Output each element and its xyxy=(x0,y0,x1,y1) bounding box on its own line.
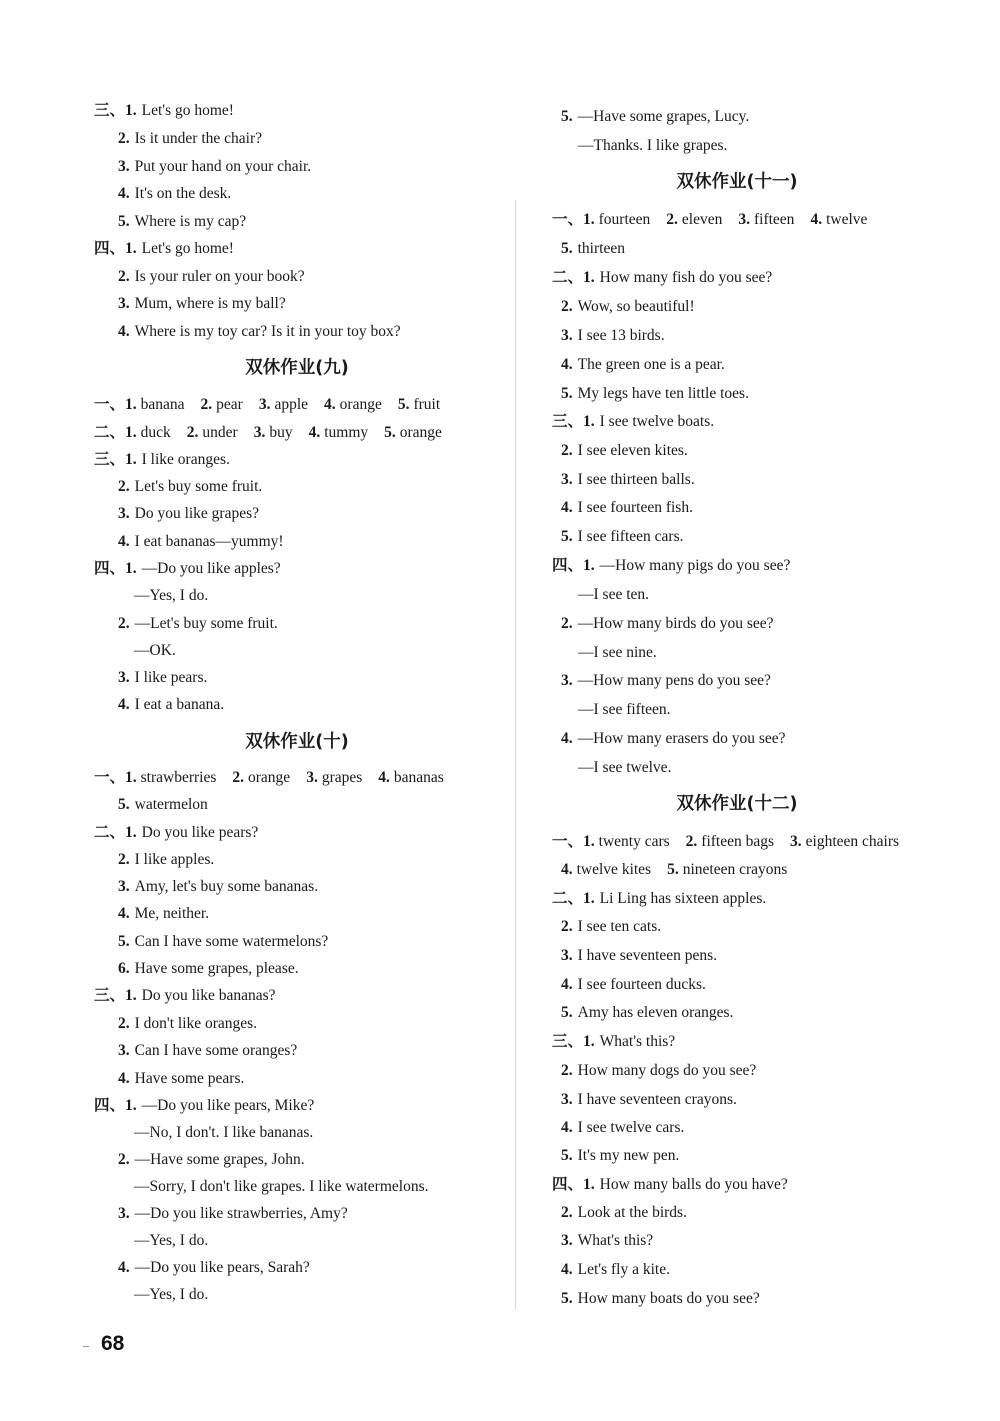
answer-item xyxy=(125,424,171,441)
answer-text: Can I have some watermelons? xyxy=(134,933,329,950)
item-number: 4. xyxy=(810,211,823,228)
question-number: 5. xyxy=(561,1290,573,1307)
answer-item xyxy=(398,396,440,413)
answer-text: I eat a banana. xyxy=(134,696,225,713)
item-text: strawberries xyxy=(140,769,217,786)
question-number: 3. xyxy=(118,158,130,175)
item-text: fifteen xyxy=(753,211,795,228)
answer-text: I see ten cats. xyxy=(577,918,662,935)
item-text: duck xyxy=(140,424,171,441)
question-number: 4. xyxy=(118,1259,130,1276)
answer-line xyxy=(118,850,214,870)
item-number: 2. xyxy=(200,396,213,413)
item-number: 3. xyxy=(790,833,802,850)
answer-line xyxy=(561,1146,679,1166)
answer-line xyxy=(118,1014,257,1034)
answer-item xyxy=(306,769,362,786)
item-number: 2. xyxy=(186,424,199,441)
answer-text: I see thirteen balls. xyxy=(577,471,695,488)
question-number: 5. xyxy=(561,240,573,257)
item-number: 4. xyxy=(308,424,321,441)
question-number: 2. xyxy=(561,1204,573,1221)
item-number: 3. xyxy=(738,211,750,228)
answer-text: Do you like grapes? xyxy=(134,505,260,522)
question-number: 4. xyxy=(118,323,130,340)
item-text: nineteen crayons xyxy=(682,861,788,878)
answer-item xyxy=(686,833,774,850)
answer-line xyxy=(118,695,224,715)
answer-line xyxy=(561,355,725,375)
answer-item xyxy=(667,861,787,878)
answer-text: Put your hand on your chair. xyxy=(134,158,312,175)
answer-text: Amy has eleven oranges. xyxy=(577,1004,734,1021)
answer-text: —Yes, I do. xyxy=(134,1232,209,1249)
question-number: 2. xyxy=(118,268,130,285)
question-number: 2. xyxy=(561,1062,573,1079)
answer-line xyxy=(134,1123,313,1143)
answer-line xyxy=(94,101,234,121)
answer-text: Let's fly a kite. xyxy=(577,1261,670,1278)
answer-item xyxy=(810,211,867,228)
answer-line xyxy=(578,758,671,778)
question-number: 2. xyxy=(118,1151,130,1168)
answer-line xyxy=(561,441,688,461)
question-number: 3. xyxy=(118,295,130,312)
item-text: apple xyxy=(274,396,309,413)
answer-text: Let's go home! xyxy=(141,102,234,119)
answer-line xyxy=(561,470,695,490)
right-column xyxy=(516,0,1000,1421)
question-number: 4. xyxy=(561,356,573,373)
answer-line xyxy=(561,1090,737,1110)
question-number: 3. xyxy=(118,669,130,686)
answer-line xyxy=(561,729,786,749)
question-number: 4. xyxy=(118,905,130,922)
item-text: fruit xyxy=(413,396,441,413)
question-number: 三、1. xyxy=(94,987,137,1004)
item-text: twenty cars xyxy=(598,833,670,850)
answer-line xyxy=(118,1069,244,1089)
question-number: 5. xyxy=(118,933,130,950)
item-number: 2. xyxy=(685,833,698,850)
answer-text: The green one is a pear. xyxy=(577,356,725,373)
answer-text: —Sorry, I don't like grapes. I like watermelons. xyxy=(134,1178,429,1195)
answer-item xyxy=(309,424,369,441)
answer-line xyxy=(561,946,717,966)
answer-line xyxy=(561,671,771,691)
item-text: pear xyxy=(216,396,243,413)
answer-text: thirteen xyxy=(577,240,625,257)
answer-text: What's this? xyxy=(577,1232,654,1249)
item-number: 1. xyxy=(125,424,137,441)
answer-text: I like pears. xyxy=(134,669,208,686)
answer-line xyxy=(561,498,693,518)
answer-item xyxy=(790,833,899,850)
answer-line xyxy=(118,157,311,177)
question-number: 2. xyxy=(118,1015,130,1032)
answer-text: I eat bananas—yummy! xyxy=(134,533,284,550)
answer-line xyxy=(561,1118,684,1138)
answer-line xyxy=(578,643,657,663)
answer-line xyxy=(118,322,401,342)
item-text: bananas xyxy=(393,769,444,786)
answer-text: —OK. xyxy=(134,642,176,659)
answer-line xyxy=(118,795,208,815)
answer-item xyxy=(125,769,216,786)
question-number: 3. xyxy=(118,878,130,895)
answer-text: watermelon xyxy=(134,796,208,813)
section-heading: 双休作业(十二) xyxy=(676,794,798,814)
answer-text: How many dogs do you see? xyxy=(577,1062,757,1079)
item-number: 3. xyxy=(253,424,266,441)
item-number: 3. xyxy=(306,769,318,786)
page-number: 68 xyxy=(101,1332,125,1355)
item-number: 1. xyxy=(583,833,595,850)
answer-line xyxy=(561,384,749,404)
question-number: 四、1. xyxy=(552,557,595,574)
answer-line xyxy=(118,668,207,688)
answer-text: Let's go home! xyxy=(141,240,234,257)
item-number: 5. xyxy=(397,396,410,413)
answer-line xyxy=(561,614,774,634)
answer-line xyxy=(561,297,695,317)
answer-item xyxy=(232,769,290,786)
question-number: 5. xyxy=(561,1004,573,1021)
question-number: 2. xyxy=(118,130,130,147)
question-number: 二、1. xyxy=(552,890,595,907)
section-heading: 双休作业(十) xyxy=(245,732,349,752)
answer-text: Have some pears. xyxy=(134,1070,245,1087)
answer-row xyxy=(561,860,803,880)
question-number: 5. xyxy=(118,213,130,230)
answer-text: Is it under the chair? xyxy=(134,130,263,147)
answer-text: How many balls do you have? xyxy=(599,1176,788,1193)
answer-text: Have some grapes, please. xyxy=(134,960,299,977)
answer-line xyxy=(552,1032,675,1052)
item-text: under xyxy=(202,424,238,441)
question-number: 三、1. xyxy=(552,1033,595,1050)
answer-text: Do you like bananas? xyxy=(141,987,276,1004)
answer-item xyxy=(583,211,650,228)
answer-text: I don't like oranges. xyxy=(134,1015,258,1032)
item-number: 5. xyxy=(667,861,679,878)
answer-line xyxy=(94,239,234,259)
answer-text: —Do you like pears, Mike? xyxy=(141,1097,315,1114)
answer-text: —Yes, I do. xyxy=(134,1286,209,1303)
item-number: 4. xyxy=(324,396,336,413)
answer-text: —Do you like strawberries, Amy? xyxy=(134,1205,348,1222)
question-number: 3. xyxy=(561,471,573,488)
answer-text: I like oranges. xyxy=(141,451,230,468)
question-number: 6. xyxy=(118,960,130,977)
answer-item xyxy=(324,396,382,413)
question-number: 三、1. xyxy=(94,451,137,468)
answer-line xyxy=(94,559,281,579)
question-number: 一、 xyxy=(552,833,584,850)
answer-line xyxy=(118,959,299,979)
answer-line xyxy=(561,239,625,259)
answer-line xyxy=(561,527,683,547)
answer-text: Is your ruler on your book? xyxy=(134,268,305,285)
answer-text: I see 13 birds. xyxy=(577,327,665,344)
answer-text: —How many pigs do you see? xyxy=(599,557,791,574)
answer-line xyxy=(94,450,230,470)
question-number: 5. xyxy=(561,528,573,545)
answer-text: —How many pens do you see? xyxy=(577,672,771,689)
item-text: orange xyxy=(399,424,442,441)
answer-line xyxy=(118,1204,348,1224)
answer-line xyxy=(561,1231,653,1251)
item-text: twelve kites xyxy=(576,861,652,878)
answer-line xyxy=(561,1203,687,1223)
question-number: 4. xyxy=(561,499,573,516)
question-number: 2. xyxy=(561,442,573,459)
item-text: eleven xyxy=(681,211,723,228)
answer-text: —Let's buy some fruit. xyxy=(134,615,278,632)
item-text: banana xyxy=(140,396,185,413)
question-number: 5. xyxy=(561,385,573,402)
item-number: 1. xyxy=(125,396,137,413)
answer-text: How many boats do you see? xyxy=(577,1290,760,1307)
answer-text: I have seventeen crayons. xyxy=(577,1091,737,1108)
item-text: grapes xyxy=(321,769,363,786)
answer-line xyxy=(94,1096,314,1116)
question-number: 一、 xyxy=(94,769,126,786)
answer-item xyxy=(384,424,442,441)
answer-line xyxy=(561,1061,756,1081)
answer-row xyxy=(94,768,460,788)
question-number: 3. xyxy=(561,1232,573,1249)
question-number: 二、1. xyxy=(94,824,137,841)
answer-item xyxy=(666,211,722,228)
question-number: 3. xyxy=(561,1091,573,1108)
answer-item xyxy=(259,396,308,413)
answer-text: Let's buy some fruit. xyxy=(134,478,263,495)
question-number: 四、1. xyxy=(94,1097,137,1114)
question-number: 2. xyxy=(561,918,573,935)
answer-text: What's this? xyxy=(599,1033,676,1050)
answer-row xyxy=(94,423,458,443)
item-number: 2. xyxy=(232,769,245,786)
item-number: 4. xyxy=(561,861,573,878)
question-number: 四、1. xyxy=(94,560,137,577)
answer-text: I see twelve boats. xyxy=(599,413,715,430)
question-number: 4. xyxy=(561,1119,573,1136)
question-number: 2. xyxy=(561,615,573,632)
question-number: 5. xyxy=(561,1147,573,1164)
question-number: 2. xyxy=(118,851,130,868)
answer-line xyxy=(118,184,231,204)
answer-line xyxy=(118,1150,305,1170)
answer-text: Can I have some oranges? xyxy=(134,1042,298,1059)
answer-item xyxy=(583,833,670,850)
item-number: 1. xyxy=(125,769,137,786)
question-number: 二、1. xyxy=(552,269,595,286)
answer-text: Li Ling has sixteen apples. xyxy=(599,890,767,907)
answer-item xyxy=(738,211,794,228)
question-number: 2. xyxy=(118,615,130,632)
question-number: 二、 xyxy=(94,424,126,441)
question-number: 4. xyxy=(561,1261,573,1278)
answer-line xyxy=(552,556,790,576)
answer-row xyxy=(552,210,883,230)
question-number: 4. xyxy=(118,185,130,202)
item-text: orange xyxy=(339,396,382,413)
answer-text: —I see twelve. xyxy=(578,759,672,776)
answer-text: I see fourteen fish. xyxy=(577,499,693,516)
answer-line xyxy=(134,1177,429,1197)
question-number: 5. xyxy=(118,796,130,813)
answer-line xyxy=(118,212,246,232)
answer-text: Where is my cap? xyxy=(134,213,247,230)
item-text: twelve xyxy=(826,211,868,228)
answer-line xyxy=(134,586,208,606)
answer-line xyxy=(561,1003,733,1023)
answer-line xyxy=(118,267,305,287)
question-number: 2. xyxy=(561,298,573,315)
answer-text: It's on the desk. xyxy=(134,185,232,202)
page-number-dash xyxy=(83,1346,89,1347)
answer-line xyxy=(118,614,278,634)
answer-text: Wow, so beautiful! xyxy=(577,298,695,315)
question-number: 一、 xyxy=(94,396,126,413)
answer-line xyxy=(552,412,714,432)
answer-text: —Do you like pears, Sarah? xyxy=(134,1259,310,1276)
answer-line xyxy=(134,1231,208,1251)
answer-text: I have seventeen pens. xyxy=(577,947,718,964)
answer-row xyxy=(94,395,456,415)
answer-text: Me, neither. xyxy=(134,905,210,922)
question-number: 三、1. xyxy=(552,413,595,430)
answer-text: My legs have ten little toes. xyxy=(577,385,749,402)
answer-text: —How many birds do you see? xyxy=(577,615,774,632)
answer-row xyxy=(552,832,915,852)
answer-line xyxy=(561,107,749,127)
answer-text: —I see nine. xyxy=(578,644,657,661)
item-text: buy xyxy=(269,424,293,441)
answer-line xyxy=(552,268,772,288)
answer-line xyxy=(561,326,665,346)
answer-line xyxy=(134,1285,208,1305)
answer-text: —I see fifteen. xyxy=(578,701,671,718)
question-number: 3. xyxy=(118,505,130,522)
answer-text: —Have some grapes, Lucy. xyxy=(577,108,750,125)
question-number: 四、1. xyxy=(552,1176,595,1193)
answer-text: —Do you like apples? xyxy=(141,560,281,577)
question-number: 4. xyxy=(118,533,130,550)
question-number: 4. xyxy=(561,730,573,747)
answer-text: Look at the birds. xyxy=(577,1204,687,1221)
answer-text: Mum, where is my ball? xyxy=(134,295,286,312)
question-number: 4. xyxy=(118,1070,130,1087)
question-number: 4. xyxy=(118,696,130,713)
section-heading: 双休作业(九) xyxy=(245,358,349,378)
answer-text: I see twelve cars. xyxy=(577,1119,685,1136)
question-number: 3. xyxy=(118,1205,130,1222)
answer-text: Where is my toy car? Is it in your toy box? xyxy=(134,323,401,340)
question-number: 5. xyxy=(561,108,573,125)
answer-line xyxy=(118,1258,310,1278)
question-number: 3. xyxy=(118,1042,130,1059)
item-number: 2. xyxy=(666,211,678,228)
item-text: tummy xyxy=(324,424,369,441)
answer-line xyxy=(561,917,661,937)
answer-line xyxy=(118,477,262,497)
answer-item xyxy=(201,396,243,413)
question-number: 3. xyxy=(561,947,573,964)
question-number: 3. xyxy=(561,327,573,344)
answer-line xyxy=(134,641,176,661)
answer-text: —Thanks. I like grapes. xyxy=(578,137,728,154)
answer-text: I see eleven kites. xyxy=(577,442,688,459)
answer-item xyxy=(125,396,185,413)
question-number: 2. xyxy=(118,478,130,495)
answer-item xyxy=(378,769,444,786)
answer-item xyxy=(561,861,651,878)
item-number: 5. xyxy=(384,424,396,441)
answer-line xyxy=(552,889,766,909)
answer-line xyxy=(118,877,318,897)
answer-line xyxy=(118,129,262,149)
answer-line xyxy=(118,932,328,952)
answer-line xyxy=(561,975,706,995)
answer-line xyxy=(578,136,727,156)
answer-text: I see fourteen ducks. xyxy=(577,976,706,993)
section-heading: 双休作业(十一) xyxy=(676,172,798,192)
item-number: 3. xyxy=(258,396,271,413)
answer-text: —Have some grapes, John. xyxy=(134,1151,305,1168)
answer-line xyxy=(94,986,276,1006)
question-number: 4. xyxy=(561,976,573,993)
answer-line xyxy=(118,1041,297,1061)
answer-line xyxy=(578,700,671,720)
answer-text: Do you like pears? xyxy=(141,824,259,841)
question-number: 三、1. xyxy=(94,102,137,119)
answer-text: It's my new pen. xyxy=(577,1147,680,1164)
answer-line xyxy=(118,904,209,924)
answer-item xyxy=(187,424,238,441)
item-text: eighteen chairs xyxy=(805,833,900,850)
question-number: 3. xyxy=(561,672,573,689)
answer-text: —I see ten. xyxy=(578,586,650,603)
item-number: 1. xyxy=(583,211,595,228)
answer-text: Amy, let's buy some bananas. xyxy=(134,878,319,895)
item-number: 4. xyxy=(378,769,390,786)
answer-line xyxy=(561,1260,670,1280)
item-text: orange xyxy=(248,769,291,786)
answer-line xyxy=(561,1289,760,1309)
item-text: fourteen xyxy=(598,211,651,228)
answer-line xyxy=(578,585,649,605)
question-number: 四、1. xyxy=(94,240,137,257)
question-number: 一、 xyxy=(552,211,584,228)
item-text: fifteen bags xyxy=(701,833,775,850)
answer-line xyxy=(94,823,258,843)
answer-text: —No, I don't. I like bananas. xyxy=(134,1124,314,1141)
answer-text: I like apples. xyxy=(134,851,215,868)
answer-text: —How many erasers do you see? xyxy=(577,730,786,747)
answer-text: I see fifteen cars. xyxy=(577,528,684,545)
answer-line xyxy=(552,1175,788,1195)
answer-text: How many fish do you see? xyxy=(599,269,773,286)
answer-item xyxy=(254,424,293,441)
answer-line xyxy=(118,294,286,314)
answer-text: —Yes, I do. xyxy=(134,587,209,604)
answer-line xyxy=(118,504,259,524)
answer-line xyxy=(118,532,284,552)
